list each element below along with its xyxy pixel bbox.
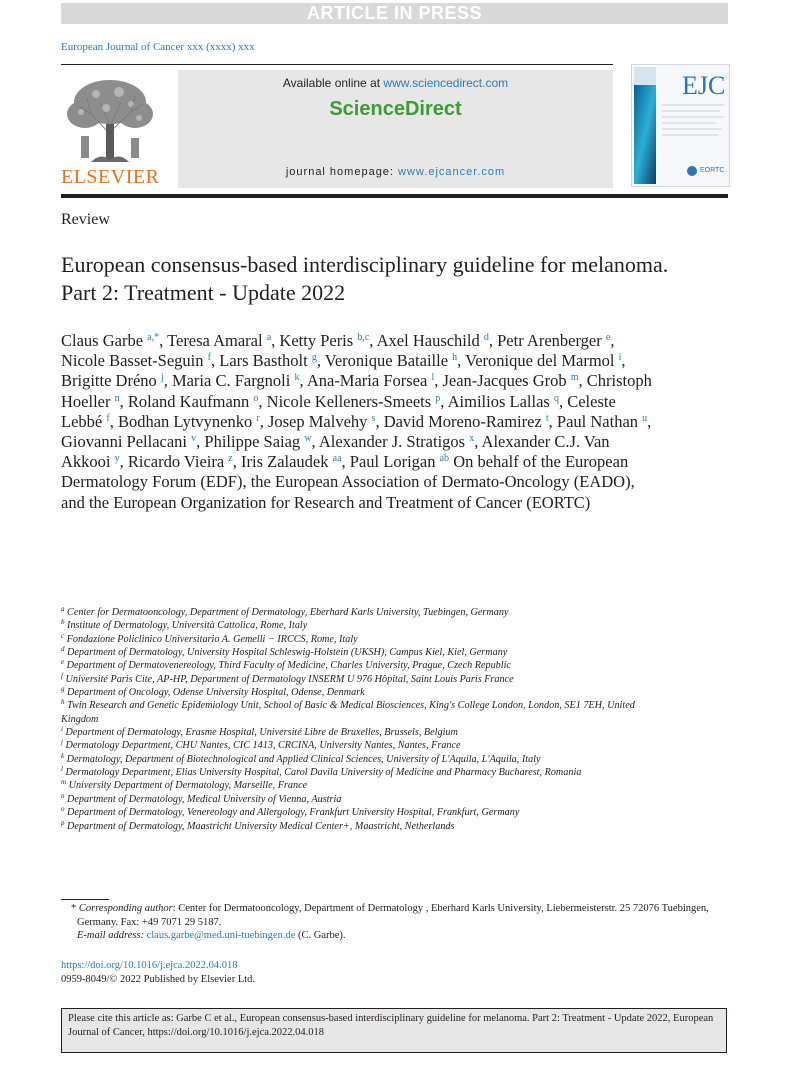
footnote-text: : Center for Dermatooncology, Department of Dermatology , Eberhard Karls University, Liebermeisterstr. 25 72076 Tuebingen, Germany. Fax: +49 7071 29 5187.	[77, 903, 709, 928]
author-affiliation-marker[interactable]: j	[160, 372, 164, 384]
author-name: Jean-Jacques Grob	[442, 371, 567, 391]
footnote-marker: *	[71, 903, 77, 914]
affiliation-key: k	[61, 751, 65, 760]
author-affiliation-marker[interactable]: s	[371, 412, 376, 424]
affiliation-item	[61, 633, 641, 646]
journal-homepage-link[interactable]: www.ejcancer.com	[398, 166, 506, 178]
affiliation-item	[61, 646, 641, 659]
author-affiliation-marker[interactable]: d	[483, 332, 489, 343]
author-name: Maria C. Fargnoli	[171, 371, 291, 391]
citation-box: Please cite this article as: Garbe C et al., European consensus-based interdisciplinary guideline for melanoma. Part 2: Treatment - Update 2022, European Journal of Cancer, https://doi.org/10.1016/j.ejca.2022.04.018	[61, 1008, 727, 1053]
affiliation-item	[61, 673, 641, 686]
author-name: Lars Bastholt	[219, 351, 308, 371]
affiliation-key: a	[61, 605, 65, 613]
author-affiliation-marker[interactable]: a	[266, 332, 272, 343]
author[interactable]	[128, 452, 233, 471]
affiliation-text: Dermatology Department, CHU Nantes, CIC 1413, CRCINA, University Nantes, Nantes, France	[62, 740, 461, 752]
authors-on-behalf: On behalf of the European Dermatology Forum (EDF), the European Association of Dermato-Oncology (EADO), and the European Organization for Research and Treatment of Cancer (EORTC)	[61, 452, 635, 512]
affiliation-key: o	[61, 805, 65, 814]
affiliation-item	[61, 779, 641, 792]
affiliation-text: University Department of Dermatology, Marseille, France	[66, 780, 308, 792]
affiliation-text: Department of Oncology, Odense University Hospital, Odense, Denmark	[64, 687, 365, 699]
author-affiliation-marker[interactable]: z	[228, 453, 233, 465]
author[interactable]	[307, 371, 434, 390]
author-name: Nicole Basset-Seguin	[61, 351, 204, 371]
author-name: Philippe Saiag	[204, 432, 301, 452]
author-name: Bodhan Lytvynenko	[117, 411, 253, 431]
affiliation-text: Center for Dermatooncology, Department of Dermatology, Eberhard Karls University, Tuebingen, Germany	[64, 607, 509, 618]
available-online-line: Available online at www.sciencedirect.com	[282, 76, 509, 90]
author[interactable]	[118, 412, 260, 431]
author[interactable]	[61, 371, 164, 390]
email-label: E-mail address:	[77, 930, 144, 941]
author-affiliation-marker[interactable]: e	[605, 332, 611, 343]
affiliation-list	[61, 606, 641, 833]
affiliation-item	[61, 766, 641, 779]
author-name: Alexander C.J. Van Akkooi	[61, 432, 610, 472]
author-affiliation-marker[interactable]: ab	[439, 453, 450, 465]
author-affiliation-marker[interactable]: u	[642, 412, 648, 424]
author-affiliation-marker[interactable]: w	[304, 433, 312, 445]
author-name: Paul Nathan	[556, 411, 639, 431]
affiliation-item	[61, 686, 641, 699]
affiliation-item	[61, 659, 641, 672]
author-affiliation-marker[interactable]: n	[114, 392, 120, 404]
author-affiliation-marker[interactable]: f	[106, 412, 110, 424]
header-rule	[61, 64, 613, 65]
affiliation-key: f	[61, 671, 63, 680]
author[interactable]	[128, 392, 259, 411]
affiliation-key: b	[61, 618, 65, 627]
affiliation-item	[61, 619, 641, 632]
affiliation-text: Dermatology Department, Elias University Hospital, Carol Davila University of Medicine and Pharmacy Bucharest, Romania	[62, 767, 582, 779]
footnote-rule	[61, 899, 109, 900]
author-affiliation-marker[interactable]: v	[191, 433, 197, 445]
author[interactable]	[61, 432, 196, 451]
author-affiliation-marker[interactable]: i	[618, 352, 622, 364]
author-affiliation-marker[interactable]: q	[553, 392, 559, 404]
journal-citation[interactable]: European Journal of Cancer xxx (xxxx) xxx	[61, 41, 255, 53]
author-name: Veronique Bataille	[324, 351, 449, 371]
author-affiliation-marker[interactable]: h	[452, 352, 458, 364]
affiliation-key: p	[61, 818, 65, 827]
author[interactable]	[377, 331, 489, 350]
affiliation-key: i	[61, 725, 63, 734]
author-affiliation-marker[interactable]: t	[545, 412, 549, 424]
author-name: Josep Malvehy	[267, 411, 368, 431]
affiliation-text: Dermatology, Department of Biotechnological and Applied Clinical Sciences, University of L'Aquila, L'Aquila, Italy	[64, 753, 541, 765]
author-name: Paul Lorigan	[349, 452, 436, 472]
affiliation-text: Department of Dermatovenereology, Third Faculty of Medicine, Charles University, Prague, Czech Republic	[64, 660, 511, 672]
author-name: Iris Zalaudek	[241, 452, 329, 472]
author-name: Brigitte Dréno	[61, 371, 157, 391]
author-affiliation-marker[interactable]: m	[570, 372, 579, 384]
affiliation-text: Department of Dermatology, University Hospital Schleswig-Holstein (UKSH), Campus Kiel, Kiel, Germany	[64, 647, 508, 659]
author-affiliation-marker[interactable]: b,c	[357, 332, 370, 343]
email-suffix: (C. Garbe).	[295, 930, 346, 941]
author-affiliation-marker[interactable]: a,*	[147, 332, 160, 343]
author[interactable]	[219, 351, 317, 370]
author-name: Christoph Hoeller	[61, 371, 652, 411]
author-affiliation-marker[interactable]: aa	[332, 453, 342, 465]
header-thick-rule	[61, 194, 728, 198]
author-affiliation-marker[interactable]: o	[253, 392, 259, 404]
author[interactable]	[350, 452, 449, 471]
sciencedirect-link[interactable]: www.sciencedirect.com	[383, 76, 509, 90]
doi-link[interactable]: https://doi.org/10.1016/j.ejca.2022.04.018	[61, 960, 238, 971]
author-name: Claus Garbe	[61, 331, 144, 350]
affiliation-item	[61, 793, 641, 806]
elsevier-wordmark: ELSEVIER	[61, 166, 160, 188]
affiliation-key: l	[61, 765, 63, 774]
journal-cover-thumbnail[interactable]	[631, 64, 730, 187]
affiliation-text: Department of Dermatology, Erasme Hospital, Université Libre de Bruxelles, Brussels, Belgium	[62, 727, 458, 739]
author-name: Alexander J. Stratigos	[318, 432, 466, 452]
author[interactable]	[204, 432, 311, 451]
author[interactable]	[167, 331, 271, 350]
affiliation-key: g	[61, 685, 65, 694]
article-type: Review	[61, 211, 110, 228]
author-affiliation-marker[interactable]: x	[469, 433, 475, 445]
author-name: Nicole Kelleners-Smeets	[266, 391, 432, 411]
author-affiliation-marker[interactable]: y	[114, 453, 120, 465]
author[interactable]	[557, 412, 647, 431]
author[interactable]	[325, 351, 457, 370]
doi-block	[61, 959, 255, 987]
affiliation-key: j	[61, 738, 63, 747]
author[interactable]	[448, 392, 559, 411]
affiliation-text: Department of Dermatology, Medical University of Vienna, Austria	[64, 793, 342, 805]
author-affiliation-marker[interactable]: f	[207, 352, 211, 364]
author-name: Axel Hauschild	[376, 331, 480, 350]
author-name: David Moreno-Ramirez	[383, 411, 542, 431]
cover-badge: EORTC	[700, 167, 725, 174]
corresponding-author-footnote	[61, 902, 741, 943]
author-name: Giovanni Pellacani	[61, 432, 188, 452]
author[interactable]	[61, 351, 211, 370]
article-in-press-banner: ARTICLE IN PRESS	[61, 3, 728, 24]
author-name: Aimilios Lallas	[447, 391, 550, 411]
affiliation-text: Department of Dermatology, Maastricht University Medical Center+, Maastricht, Netherlands	[64, 820, 455, 832]
affiliation-text: Fondazione Policlinico Universitario A. Gemelli − IRCCS, Rome, Italy	[64, 633, 358, 645]
author[interactable]	[172, 371, 300, 390]
author[interactable]	[241, 452, 342, 471]
affiliation-key: e	[61, 658, 65, 667]
cover-title: EJC	[682, 71, 726, 100]
journal-homepage-line: journal homepage: www.ejcancer.com	[285, 166, 506, 178]
author[interactable]	[61, 331, 159, 350]
author-affiliation-marker[interactable]: p	[435, 392, 441, 404]
author[interactable]	[267, 392, 441, 411]
author[interactable]	[497, 331, 610, 350]
affiliation-item	[61, 806, 641, 819]
author-name: Petr Arenberger	[497, 331, 602, 350]
sciencedirect-banner	[178, 70, 613, 188]
affiliation-item	[61, 726, 641, 739]
footnote-label: Corresponding author	[78, 903, 173, 914]
copyright-line: 0959-8049/© 2022 Published by Elsevier Ltd.	[61, 974, 256, 985]
affiliation-item	[61, 739, 641, 752]
affiliation-key: h	[61, 698, 65, 707]
affiliation-item	[61, 820, 641, 833]
author-affiliation-marker[interactable]: l	[431, 372, 435, 384]
affiliation-text: Université Paris Cite, AP-HP, Department of Dermatology INSERM U 976 Hôpital, Saint Louis Paris France	[62, 673, 514, 685]
author[interactable]	[384, 412, 549, 431]
author-affiliation-marker[interactable]: g	[311, 352, 317, 364]
email-link[interactable]: claus.garbe@med.uni-tuebingen.de	[146, 930, 296, 941]
author[interactable]	[442, 371, 578, 390]
author-name: Ricardo Vieira	[127, 452, 225, 472]
article-title: European consensus-based interdisciplinary guideline for melanoma. Part 2: Treatment - Update 2022	[61, 252, 669, 305]
author-name: Ana-Maria Forsea	[306, 371, 428, 391]
author-name: Ketty Peris	[279, 331, 354, 350]
author-name: Veronique del Marmol	[465, 351, 615, 371]
author[interactable]	[465, 351, 621, 370]
author-affiliation-marker[interactable]: k	[294, 372, 300, 384]
affiliation-item	[61, 753, 641, 766]
author[interactable]	[319, 432, 474, 451]
author-name: Roland Kaufmann	[127, 391, 250, 411]
author-list: Claus Garbe $^{a,*}$, Teresa Amaral $^a$, Ketty Peris $^{b,c}$, Axel Hauschild $^d$, Petr Arenberger $^e$, Nicole Basset-Seguin $^f$, Lars Bastholt $^g$, Veronique Bataille $^h$, Veronique del Marmol $^i$, Brigitte Dréno $^j$, Maria C. Fargnoli $^k$, Ana-Maria Forsea $^l$, Jean-Jacques Grob $^m$, Christoph Hoeller $^n$, Roland Kaufmann $^o$, Nicole Kelleners-Smeets $^p$, Aimilios Lallas $^q$, Celeste Lebbé $^f$, Bodhan Lytvynenko $^r$, Josep Malvehy $^s$, David Moreno-Ramirez $^t$, Paul Nathan $^u$, Giovanni Pellacani $^v$, Philippe Saiag $^w$, Alexander J. Stratigos $^x$, Alexander C.J. Van Akkooi $^y$, Ricardo Vieira $^z$, Iris Zalaudek $^{aa}$, Paul Lorigan $^{ab}$ On behalf of the European Dermatology Forum (EDF), the European Association of Dermato-Oncology (EADO), and the European Organization for Research and Treatment of Cancer (EORTC)	[61, 331, 652, 512]
affiliation-item	[61, 606, 641, 619]
author[interactable]	[279, 331, 369, 350]
affiliation-text: Department of Dermatology, Venereology and Allergology, Frankfurt University Hospital, Frankfurt, Germany	[64, 807, 520, 819]
affiliation-key: c	[61, 631, 65, 640]
author-affiliation-marker[interactable]: r	[256, 412, 260, 424]
affiliation-text: Twin Research and Genetic Epidemiology Unit, School of Basic & Medical Biosciences, King's College London, London, SE1 7EH, United Kingdom	[61, 700, 635, 725]
affiliation-key: d	[61, 645, 65, 654]
author[interactable]	[268, 412, 375, 431]
affiliation-text: Institute of Dermatology, Università Cattolica, Rome, Italy	[64, 620, 308, 632]
author-name: Teresa Amaral	[167, 331, 263, 350]
affiliation-key: n	[61, 791, 65, 800]
author-name: Celeste Lebbé	[61, 391, 616, 431]
affiliation-key: m	[61, 778, 67, 787]
affiliation-item	[61, 699, 641, 726]
sciencedirect-logo[interactable]: ScienceDirect	[329, 98, 462, 120]
